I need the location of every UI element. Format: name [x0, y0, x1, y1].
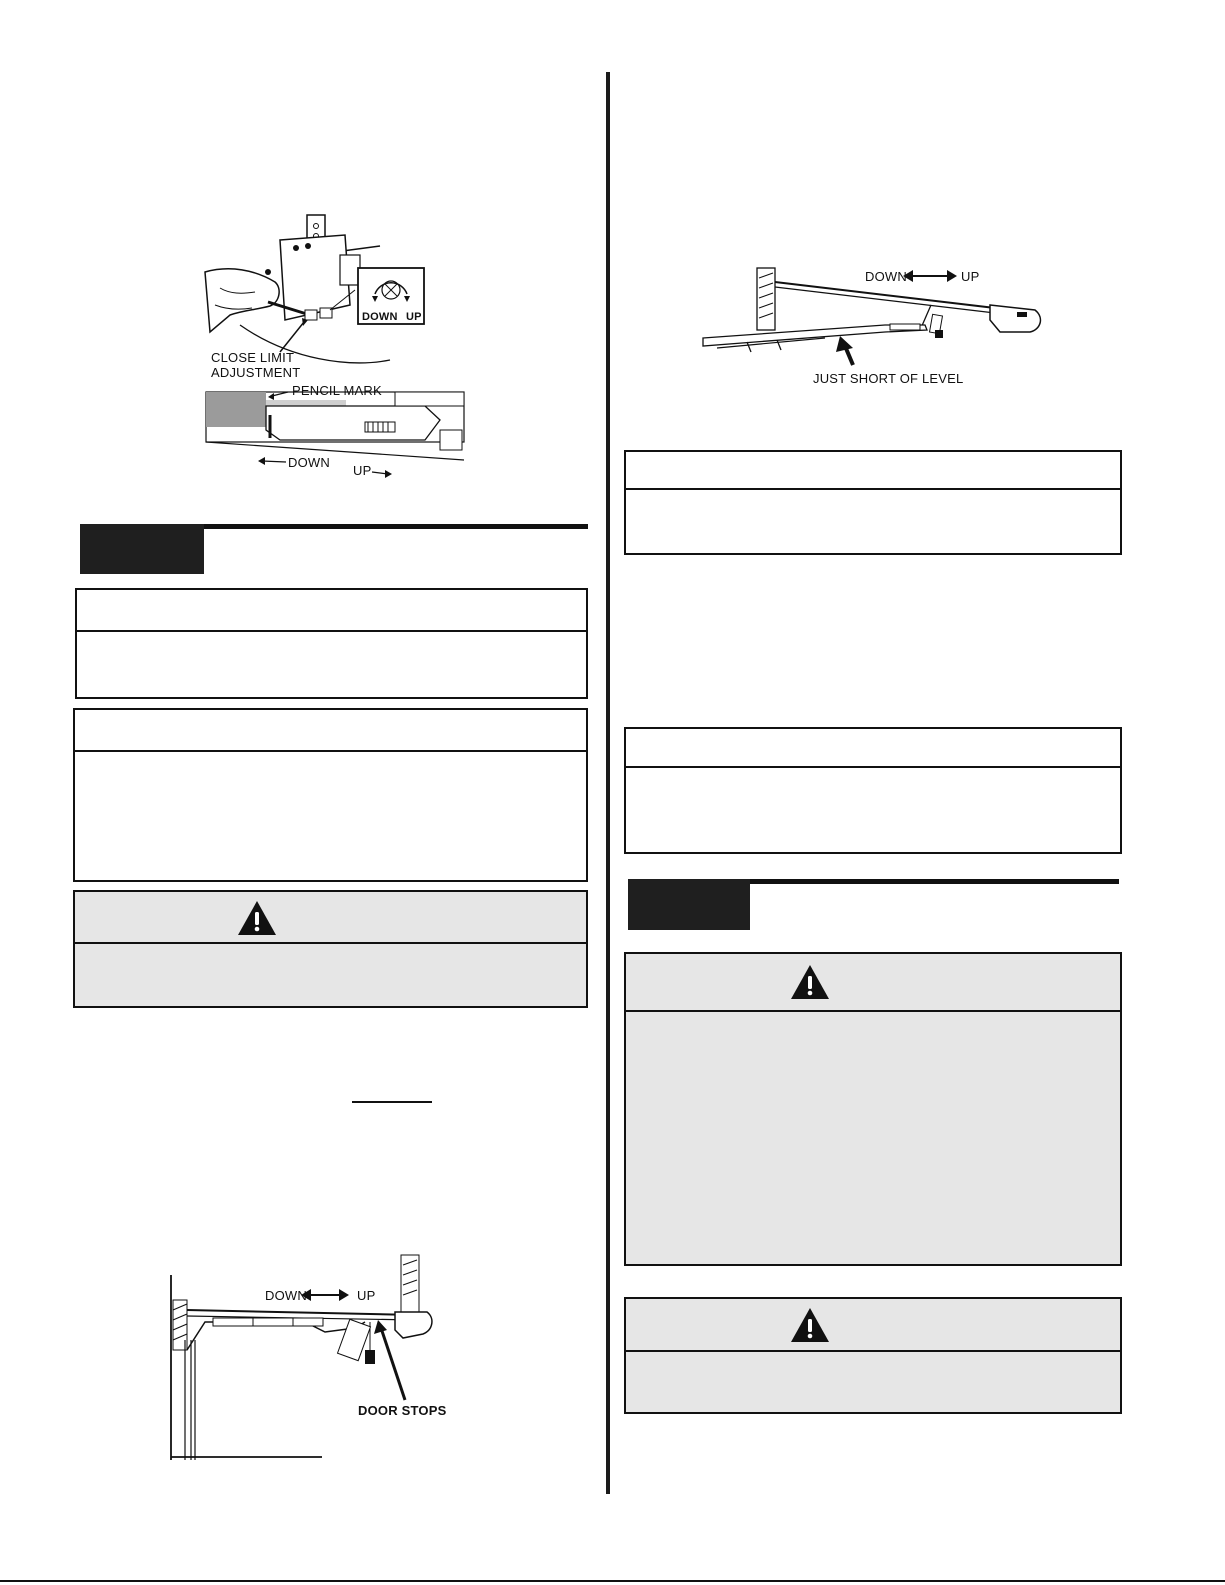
- column-divider: [606, 72, 610, 1494]
- dial-up-label: UP: [406, 311, 422, 323]
- warning-box-header: [626, 954, 1120, 1012]
- warning-box-left: [73, 890, 588, 1008]
- door-stops-figure: [165, 1250, 465, 1465]
- step-number-tab-right: [628, 879, 750, 930]
- close-limit-figure: [200, 210, 470, 480]
- underline-rule: [352, 1101, 432, 1103]
- close-limit-label-line1: CLOSE LIMIT: [211, 350, 295, 365]
- note-box-left-2: [73, 708, 588, 882]
- warning-triangle-icon: [790, 1307, 830, 1343]
- close-limit-illustration: [200, 210, 470, 480]
- short-of-level-up-label: UP: [961, 269, 980, 284]
- warning-triangle-icon: [237, 900, 277, 936]
- note-box-header: [626, 729, 1120, 768]
- page-bottom-rule: [0, 1580, 1225, 1582]
- note-box-right-2: [624, 727, 1122, 854]
- door-stops-up-label: UP: [357, 1288, 376, 1303]
- note-box-left-1: [75, 588, 588, 699]
- note-box-header: [626, 452, 1120, 490]
- warning-box-right-2: [624, 1297, 1122, 1414]
- warning-box-right-1: [624, 952, 1122, 1266]
- short-of-level-down-label: DOWN: [865, 269, 907, 284]
- door-stops-down-label: DOWN: [265, 1288, 307, 1303]
- note-box-header: [77, 590, 586, 632]
- note-box-right-1: [624, 450, 1122, 555]
- door-stops-illustration: [165, 1250, 465, 1465]
- just-short-of-level-label: JUST SHORT OF LEVEL: [813, 371, 964, 386]
- short-of-level-figure: [695, 260, 1060, 390]
- warning-box-header: [75, 892, 586, 944]
- rail-down-label: DOWN: [288, 455, 330, 470]
- note-box-header: [75, 710, 586, 752]
- rail-up-label: UP: [353, 463, 372, 478]
- step-number-tab-left: [80, 524, 204, 574]
- warning-box-header: [626, 1299, 1120, 1352]
- pencil-mark-label: PENCIL MARK: [292, 383, 382, 398]
- close-limit-label-line2: ADJUSTMENT: [211, 365, 301, 380]
- warning-triangle-icon: [790, 964, 830, 1000]
- dial-down-label: DOWN: [362, 311, 398, 323]
- door-stops-label: DOOR STOPS: [358, 1403, 447, 1418]
